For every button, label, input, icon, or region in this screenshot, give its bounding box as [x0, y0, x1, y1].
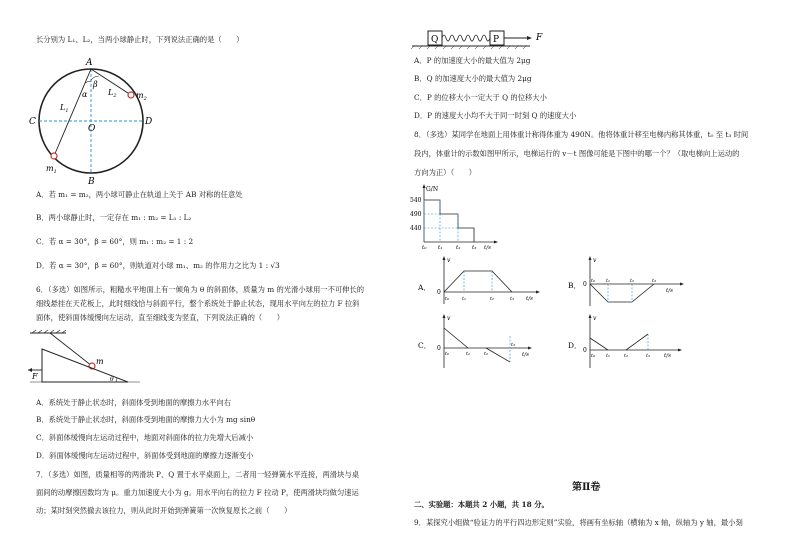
q8-a-t2: t₂ [490, 296, 495, 302]
q8-c-label: C． [418, 341, 432, 350]
graph-tick-t3: t₃ [472, 245, 477, 251]
label-m2: $m_2$ [136, 91, 147, 102]
q8-a-label: A． [418, 283, 431, 292]
q8-c-t3: t₃ [511, 342, 516, 348]
q8-weight-graph [410, 184, 500, 250]
q8-b-zero: 0 [583, 281, 587, 288]
q5-circle-figure [28, 52, 158, 187]
right-column [400, 0, 794, 560]
q8-a-t3: t₃ [510, 296, 515, 302]
q6-option-a: A．系统处于静止状态时，斜面体受到地面的摩擦力水平向右 [36, 398, 231, 407]
q8-c-zero: 0 [437, 345, 441, 352]
q7-stem-line2: 面间的动摩擦因数均为 μ。重力加速度大小为 g。用水平向右的拉力 F 拉动 P，使两滑块均做匀速运 [36, 488, 359, 497]
label-beta: β [93, 80, 98, 89]
q8-d-t3: t₃ [646, 353, 651, 359]
q7-option-b: B．Q 的加速度大小的最大值为 2μg [414, 74, 532, 83]
q6-option-b: B．系统处于静止状态时，斜面体受到地面的摩擦力大小为 mg sinθ [36, 415, 256, 424]
label-m1: $m_1$ [46, 164, 57, 175]
q8-b-tlabel: t/s [666, 288, 673, 294]
graph-tick-t0: t₀ [422, 245, 427, 251]
label-L2: $L_2$ [108, 88, 117, 99]
q5-stem-tail: 长分别为 L₁、L₂，当两小球静止时，下列说法正确的是（ ） [36, 35, 244, 44]
q6-option-d: D．斜面体缓慢向左运动过程中，斜面体受到地面的摩擦力逐渐变小 [36, 451, 254, 460]
q8-b-t1: t₁ [606, 278, 611, 284]
q7-stem-line3: 动；某时刻突然撤去该拉力，则从此时开始到弹簧第一次恢复原长之前（ ） [36, 506, 292, 515]
q7-option-d: D．P 的速度大小均不大于同一时刻 Q 的速度大小 [414, 111, 577, 120]
graph-tick-t2: t₂ [456, 245, 461, 251]
q8-c-t2: t₂ [484, 351, 489, 357]
section-title: 第Ⅱ卷 [572, 482, 601, 493]
q8-option-d-graph [568, 314, 688, 370]
q8-a-t0: t₀ [445, 296, 450, 302]
label-m: m [96, 357, 104, 366]
q8-c-t1: t₁ [466, 351, 471, 357]
q8-c-tlabel: t/s [522, 352, 529, 358]
q7-option-a: A．P 的加速度大小的最大值为 2μg [414, 56, 531, 65]
q8-option-c-graph [418, 314, 543, 370]
graph-ylabel: G/N [426, 186, 439, 193]
label-A: A [86, 58, 93, 68]
graph-tick-t1: t₁ [438, 245, 443, 251]
label-B: B [88, 177, 95, 187]
label-F: F [32, 372, 38, 381]
q8-d-t2: t₂ [624, 353, 629, 359]
graph-xlabel: t/s [484, 245, 491, 251]
q8-b-t0: t₀ [591, 278, 596, 284]
label-theta: θ [110, 376, 114, 383]
q8-d-t1: t₁ [606, 353, 611, 359]
graph-tick-440: 440 [410, 225, 422, 232]
q7-stem-line1: 7．（多选）如图，质量相等的两滑块 P、Q 置于水平桌面上，二者用一轻弹簧水平连接，两滑块与桌 [36, 470, 359, 479]
q5-option-a: A．若 m₁ = m₂，两小球可静止在轨道上关于 AB 对称的任意处 [36, 190, 243, 199]
q8-option-b-graph [568, 256, 688, 308]
graph-tick-490: 490 [410, 211, 422, 218]
q6-stem-line1: 6．（多选）如图所示，粗糙水平地面上有一倾角为 θ 的斜面体，质量为 m 的光滑小球用一不可伸长的 [36, 285, 365, 294]
label-alpha: α [82, 90, 88, 99]
q9-stem: 9．某探究小组做“验证力的平行四边形定则”实验，将画有坐标轴（横轴为 x 轴，纵轴为 y 轴，最小刻 [414, 518, 743, 527]
q8-b-t2: t₂ [630, 278, 635, 284]
q6-incline-figure [30, 330, 140, 392]
q8-d-label: D． [568, 341, 582, 350]
q8-d-tlabel: t/s [664, 353, 671, 359]
q8-a-v: v [447, 257, 451, 264]
q6-option-c: C．斜面体缓慢向左运动过程中，地面对斜面体的拉力先增大后减小 [36, 433, 254, 442]
q5-option-d: D．若 α = 30°，β = 60°，则轨道对小球 m₁、m₂ 的作用力之比为 1 : √3 [36, 261, 280, 270]
q8-b-t3: t₃ [652, 278, 657, 284]
graph-tick-540: 540 [410, 197, 422, 204]
q8-stem-line2: 段内，体重计的示数如图甲所示，电梯运行的 v－t 图像可能是下图中的哪一个？（取电梯向上运动的 [414, 149, 740, 158]
label-C: C [29, 117, 36, 127]
label-P: P [493, 35, 500, 45]
q8-a-tlabel: t/s [526, 296, 533, 302]
label-O: O [88, 124, 96, 134]
q8-a-zero: 0 [437, 289, 441, 296]
q8-a-t1: t₁ [462, 296, 467, 302]
q8-c-t0: t₀ [445, 351, 450, 357]
q7-spring-figure [412, 26, 552, 50]
q8-d-zero: 0 [583, 347, 587, 354]
q8-d-t0: t₀ [591, 353, 596, 359]
q8-b-label: B． [568, 281, 582, 290]
label-L1: $L_1$ [60, 103, 69, 114]
q5-option-b: B．两小球静止时，一定存在 m₁ : m₂ = L₁ : L₂ [36, 213, 192, 222]
q8-stem-line1: 8．（多选）某同学在地面上用体重计称得体重为 490N。他将体重计移至电梯内称其体重，t₀ 至 t₃ 时间 [414, 130, 749, 139]
label-D: D [145, 117, 153, 127]
q5-option-c: C．若 α = 30°，β = 60°，则 m₁ : m₂ = 1 : 2 [36, 237, 194, 246]
q6-stem-line3: 面体，使斜面体缓慢向左运动，直至细线变为竖直，下列说法正确的（ ） [36, 313, 285, 322]
q8-stem-line3: 方向为正）（ ） [414, 168, 477, 177]
q8-option-a-graph [418, 256, 543, 308]
q8-c-v: v [447, 315, 451, 322]
part2-heading: 二、实验题：本题共 2 小题，共 18 分。 [414, 500, 549, 509]
label-force-F: F [536, 33, 543, 43]
label-Q: Q [431, 35, 439, 45]
q8-d-v: v [593, 315, 597, 322]
q8-b-v: v [593, 257, 597, 264]
q6-stem-line2: 细线悬挂在天花板上，此时细线恰与斜面平行，整个系统处于静止状态，现用水平向左的拉力 F 拉斜 [36, 299, 360, 308]
q7-option-c: C．P 的位移大小一定大于 Q 的位移大小 [414, 93, 547, 102]
